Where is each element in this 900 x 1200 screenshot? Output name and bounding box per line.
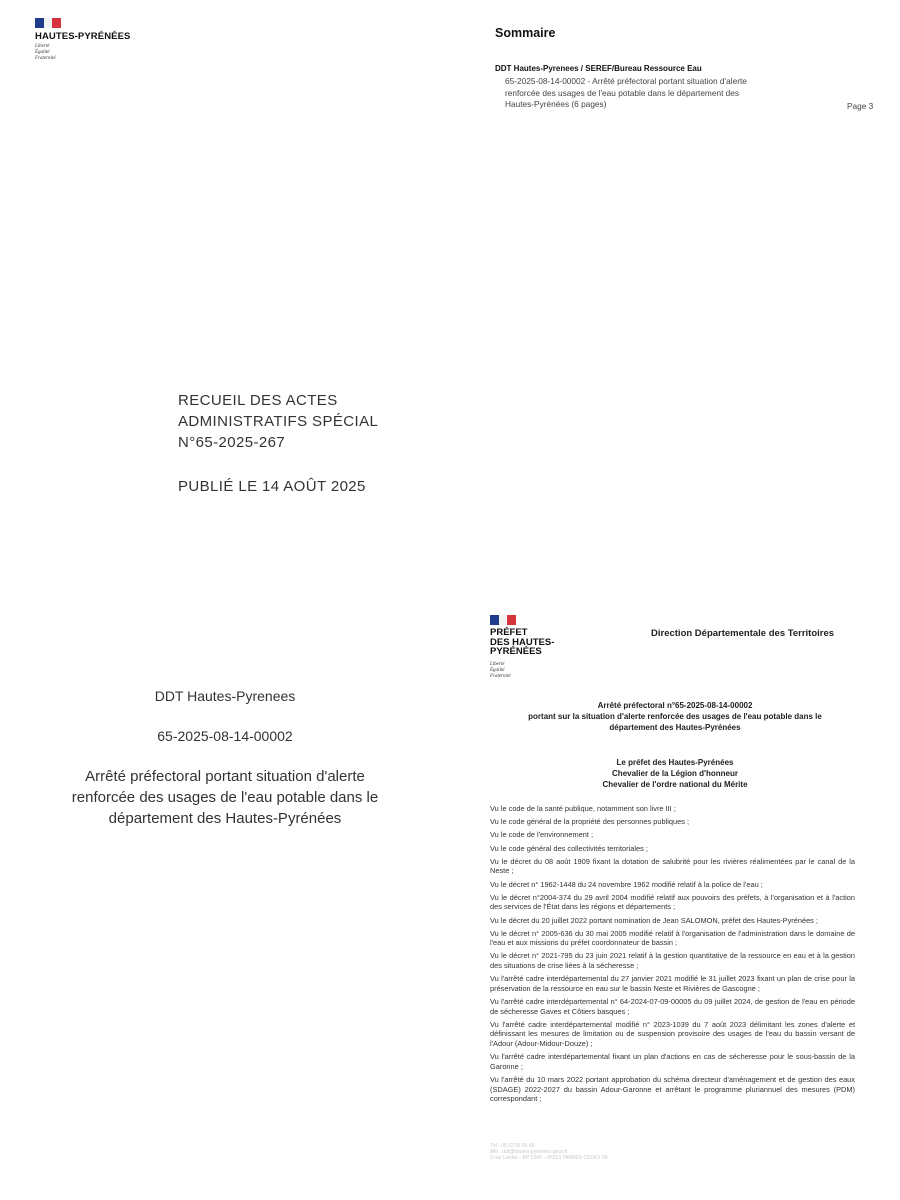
considerant-item: Vu l'arrêté cadre interdépartemental du 27 janvier 2021 modifié le 31 juillet 2023 fixant un plan de crise pour la préservation de la ressource en eau sur le bassin Neste et Rivières de Gascogne ;: [490, 974, 855, 993]
sommaire-section-heading: DDT Hautes-Pyrenees / SEREF/Bureau Ressource Eau: [495, 64, 702, 73]
considerant-item: Vu le décret n° 2005-636 du 30 mai 2005 modifié relatif à l'organisation de l'administration dans le domaine de l'eau et aux missions du préfet coordonnateur de bassin ;: [490, 928, 855, 948]
prefet-logo: [490, 615, 554, 680]
recueil-line-1: RECUEIL DES ACTES: [178, 392, 338, 409]
act-cover: [30, 688, 420, 829]
arrete-heading: Arrêté préfectoral n°65-2025-08-14-00002 portant sur la situation d'alerte renforcée des usages de l'eau potable dans le département des Hautes-Pyrénées: [528, 701, 822, 732]
recueil-number: N°65-2025-267: [178, 434, 286, 451]
considerant-item: Vu le décret n° 1962-1448 du 24 novembre 1962 modifié relatif à la police de l'eau ;: [490, 879, 763, 889]
considerant-item: Vu le code de la santé publique, notamment son livre III ;: [490, 804, 676, 813]
direction-title: Direction Départementale des Territoires: [651, 628, 835, 639]
page-footer-contact: Tél : 05 62 56 65 65 Mél : ddt@hautes-pyrenees.gouv.fr 3 rue Lordat – BP 1349 – 65013 TARBES CEDEX 09: [490, 1143, 608, 1161]
recueil-title-block: [178, 390, 378, 497]
considerant-item: Vu l'arrêté cadre interdépartemental fixant un plan d'actions en cas de sécheresse pour le sous-bassin de la Garonne ;: [490, 1052, 855, 1071]
considerant-item: Vu l'arrêté cadre interdépartemental modifié n° 2023-1039 du 7 août 2023 délimitant les zones d'alerte et définissant les mesures de limitation ou de suspension provisoire des usages de l'eau du bassin versant de l'Adour (Adour-Midour-Douze) ;: [490, 1019, 855, 1048]
recueil-line-2: ADMINISTRATIFS SPÉCIAL: [178, 413, 379, 430]
considerant-item: Vu le décret du 20 juillet 2022 portant nomination de Jean SALOMON, préfet des Hautes-Pyrénées ;: [490, 915, 818, 925]
considerant-item: Vu l'arrêté du 10 mars 2022 portant approbation du schéma directeur d'aménagement et de gestion des eaux (SDAGE) 2022-2027 du bassin Adour-Garonne et arrêtant le programme pluriannuel des mesures (PDM) correspondant ;: [490, 1074, 855, 1104]
logo-motto: Liberté Égalité Fraternité: [35, 44, 56, 61]
logo-department: HAUTES-PYRÉNÉES: [35, 31, 131, 42]
considerant-item: Vu le décret du 08 août 1909 fixant la dotation de salubrité pour les rivières réalimentées par le canal de la Neste ;: [490, 856, 855, 876]
french-flag-icon: [35, 18, 61, 28]
sommaire-page-number: Page 3: [847, 101, 874, 111]
marianne-logo: [35, 18, 130, 62]
considerant-item: Vu le décret n°2004-374 du 29 avril 2004 modifié relatif aux pouvoirs des préfets, à l'organisation et à l'action des services de l'État dans les régions et départements ;: [490, 892, 855, 912]
french-flag-icon: [490, 615, 516, 625]
considerant-item: Vu le code de l'environnement ;: [490, 830, 594, 840]
sommaire-entry-link[interactable]: 65-2025-08-14-00002 - Arrêté préfectoral portant situation d'alerte renforcée des usages de l'eau potable dans le département des Hautes-Pyrénées (6 pages): [505, 76, 747, 109]
considerant-item: Vu le code général de la propriété des personnes publiques ;: [490, 817, 689, 827]
considerants-list: [490, 804, 855, 1107]
logo-motto: Liberté Égalité Fraternité: [490, 661, 511, 679]
prefet-logo-name: PRÉFET DES HAUTES- PYRÉNÉES: [490, 627, 555, 657]
considerant-item: Vu l'arrêté cadre interdépartemental n° 64-2024-07-09-00005 du 09 juillet 2024, de gestion de l'eau en période de sécheresse Gaves et Côtiers basques ;: [490, 997, 855, 1016]
cover-act-title: Arrêté préfectoral portant situation d'alerte renforcée des usages de l'eau potable dans le département des Hautes-Pyrénées: [71, 768, 379, 827]
considerant-item: Vu le code général des collectivités territoriales ;: [490, 843, 648, 853]
considerant-item: Vu le décret n° 2021-795 du 23 juin 2021 relatif à la gestion quantitative de la ressource en eau et à la gestion des situations de crise liées à la sécheresse ;: [490, 951, 855, 971]
prefet-titles: Le préfet des Hautes-Pyrénées Chevalier de la Légion d'honneur Chevalier de l'ordre national du Mérite: [602, 758, 748, 789]
publication-date: PUBLIÉ LE 14 AOÛT 2025: [178, 478, 366, 495]
cover-issuer: DDT Hautes-Pyrenees: [154, 688, 296, 704]
cover-act-number: 65-2025-08-14-00002: [157, 728, 293, 744]
sommaire-title: Sommaire: [495, 26, 556, 40]
